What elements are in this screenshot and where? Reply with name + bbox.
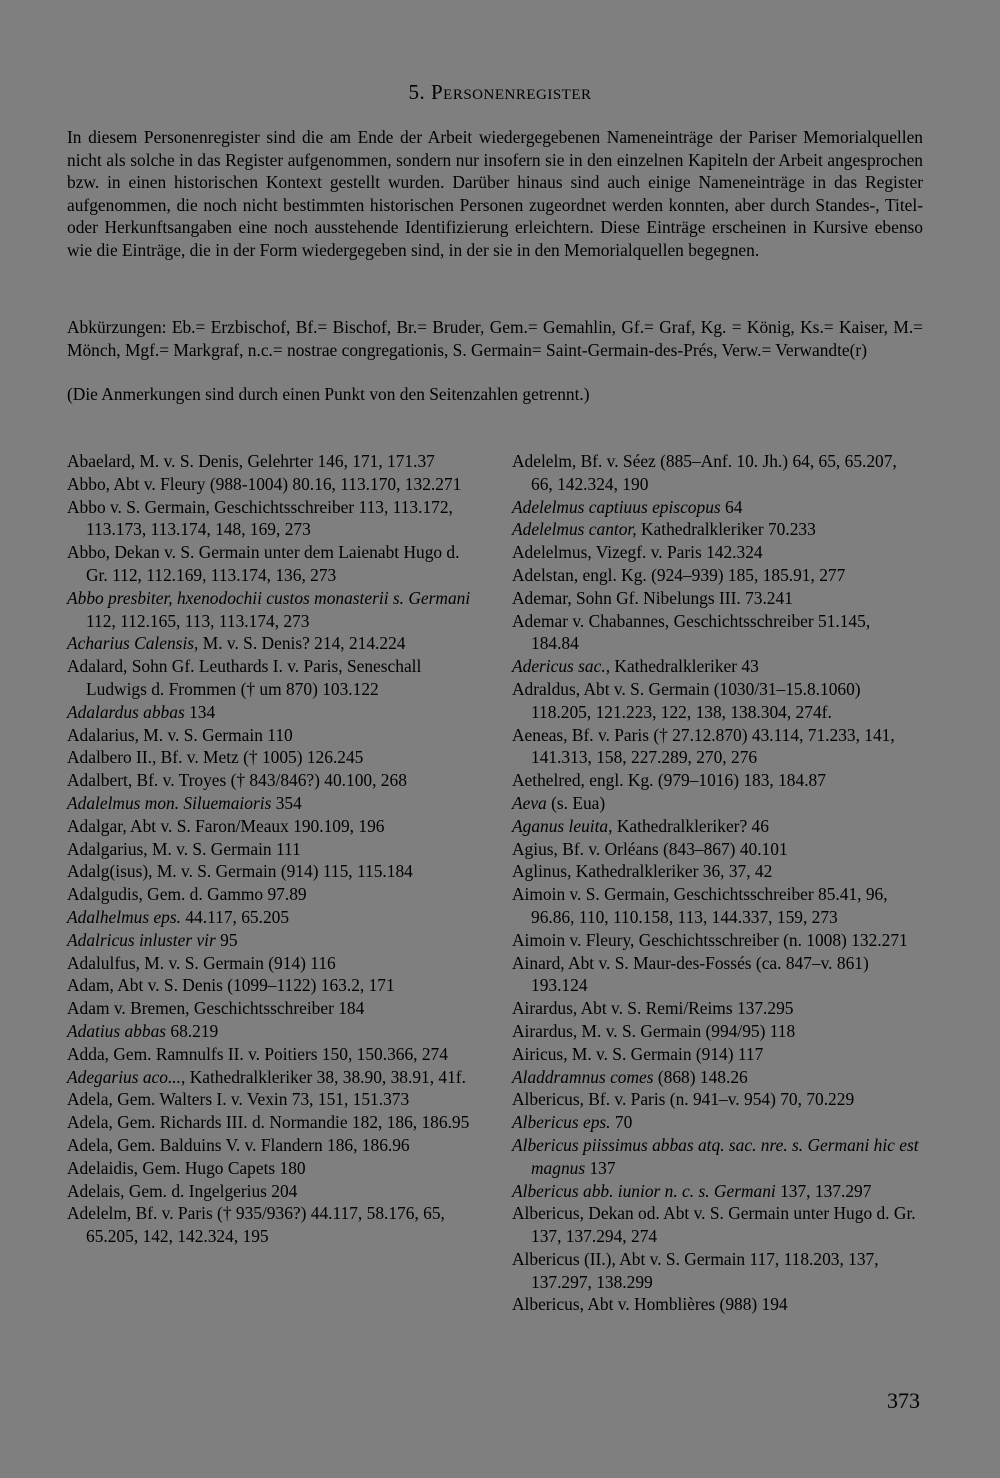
index-entry: [512, 1180, 922, 1203]
index-entry-text: Aeneas, Bf. v. Paris († 27.12.870) 43.114, 71.233, 141, 141.313, 158, 227.289, 270, 276: [512, 724, 895, 768]
index-entry-italic-name: Aladdramnus comes: [512, 1066, 654, 1087]
index-entry: [512, 724, 922, 770]
index-entry: [512, 1248, 922, 1294]
index-entry-italic-name: Adalhelmus eps.: [67, 906, 181, 927]
index-entry: [512, 883, 922, 929]
index-entry-text: Kathedralkleriker? 46: [612, 815, 769, 836]
index-entry: [67, 473, 477, 496]
index-entry: [67, 997, 477, 1020]
index-entry-text: Adda, Gem. Ramnulfs II. v. Poitiers 150, 150.366, 274: [67, 1043, 448, 1064]
index-entry: [67, 1043, 477, 1066]
abbreviations-paragraph: Abkürzungen: Eb.= Erzbischof, Bf.= Bischof, Br.= Bruder, Gem.= Gemahlin, Gf.= Graf, Kg. = König, Ks.= Kaiser, M.= Mönch, Mgf.= Markgraf, n.c.= nostrae congregationis, S. Germain= Saint-Germain-des-Prés, Verw.= Verwandte(r): [67, 317, 923, 360]
index-entry-text: Kathedralkleriker 43: [610, 656, 759, 677]
index-entry-italic-name: Aganus leuita,: [512, 815, 613, 836]
index-entry-text: Abbo, Abt v. Fleury (988-1004) 80.16, 113.170, 132.271: [67, 473, 462, 494]
index-entry: [512, 1134, 922, 1180]
index-entry-text: 68.219: [166, 1020, 219, 1041]
index-entry: [67, 496, 477, 542]
index-entry-italic-name: Aeva: [512, 792, 547, 813]
index-entry: [67, 860, 477, 883]
index-entry: [512, 929, 922, 952]
index-column-left: [67, 450, 477, 1248]
index-entry: [512, 997, 922, 1020]
index-entry-text: Aimoin v. S. Germain, Geschichtsschreiber 85.41, 96, 96.86, 110, 110.158, 113, 144.337, 159, 273: [512, 884, 888, 927]
index-entry-text: Adelaidis, Gem. Hugo Capets 180: [67, 1157, 306, 1178]
index-entry: [512, 1043, 922, 1066]
index-entry-italic-name: Acharius Calensis,: [67, 633, 199, 654]
index-entry-text: (s. Eua): [546, 792, 606, 813]
index-entry: [67, 815, 477, 838]
index-entry-italic-name: Adelelmus captiuus episcopus: [512, 496, 721, 517]
index-entry: [67, 906, 477, 929]
index-entry-text: 95: [215, 929, 238, 950]
index-entry: [512, 564, 922, 587]
index-entry: [512, 1066, 922, 1089]
index-entry-text: M. v. S. Denis? 214, 214.224: [198, 633, 406, 654]
index-entry: [512, 450, 922, 496]
index-entry: [512, 838, 922, 861]
index-entry-text: Adela, Gem. Richards III. d. Normandie 182, 186, 186.95: [67, 1112, 470, 1133]
index-entry-text: Adelais, Gem. d. Ingelgerius 204: [67, 1180, 298, 1201]
annotation-note: (Die Anmerkungen sind durch einen Punkt von den Seitenzahlen getrennt.): [67, 384, 590, 404]
index-entry-text: Ademar, Sohn Gf. Nibelungs III. 73.241: [512, 587, 793, 608]
index-entry: [67, 450, 477, 473]
index-entry: [67, 838, 477, 861]
index-entry: [67, 1020, 477, 1043]
index-entry-text: Abbo, Dekan v. S. Germain unter dem Laienabt Hugo d. Gr. 112, 112.169, 113.174, 136, 273: [67, 542, 460, 585]
index-entry: [67, 655, 477, 701]
index-entry-text: Abaelard, M. v. S. Denis, Gelehrter 146, 171, 171.37: [67, 451, 435, 471]
index-entry-text: 134: [184, 701, 216, 722]
index-entry: [67, 883, 477, 906]
index-column-right: [512, 450, 922, 1316]
index-entry-text: Albericus, Bf. v. Paris (n. 941–v. 954) 70, 70.229: [512, 1089, 855, 1110]
index-entry: [67, 769, 477, 792]
index-entry-text: Airardus, Abt v. S. Remi/Reims 137.295: [512, 998, 794, 1019]
index-entry: [512, 860, 922, 883]
index-entry-text: Adalard, Sohn Gf. Leuthards I. v. Paris, Seneschall Ludwigs d. Frommen († um 870) 103.122: [67, 656, 422, 699]
index-entry: [67, 1111, 477, 1134]
index-entry: [512, 1020, 922, 1043]
page-heading: 5. Personenregister: [408, 80, 592, 104]
index-entry: [512, 655, 922, 678]
index-entry-text: Aimoin v. Fleury, Geschichtsschreiber (n. 1008) 132.271: [512, 929, 908, 950]
index-entry-text: Kathedralkleriker 70.233: [636, 519, 816, 540]
index-entry: [67, 1134, 477, 1157]
index-entry-text: Agius, Bf. v. Orléans (843–867) 40.101: [512, 838, 788, 859]
index-entry-text: Adalulfus, M. v. S. Germain (914) 116: [67, 952, 336, 973]
index-entry-italic-name: Albericus abb. iunior n. c. s. Germani: [512, 1180, 776, 1201]
index-entry-text: Abbo v. S. Germain, Geschichtsschreiber 113, 113.172, 113.173, 113.174, 148, 169, 273: [67, 496, 453, 540]
index-entry-text: 354: [271, 792, 302, 813]
index-entry: [512, 952, 922, 998]
index-entry-text: 112, 112.165, 113, 113.174, 273: [86, 610, 310, 631]
index-entry: [512, 1293, 922, 1316]
index-entry-text: (868) 148.26: [653, 1066, 748, 1087]
index-entry-text: Adelelm, Bf. v. Paris († 935/936?) 44.117, 58.176, 65, 65.205, 142, 142.324, 195: [67, 1203, 445, 1247]
index-entry-text: 137, 137.297: [775, 1180, 872, 1201]
index-entry: [512, 1202, 922, 1248]
index-entry: [67, 701, 477, 724]
index-entry-text: Aglinus, Kathedralkleriker 36, 37, 42: [512, 861, 773, 882]
index-entry: [67, 724, 477, 747]
index-entry-text: Airardus, M. v. S. Germain (994/95) 118: [512, 1020, 796, 1041]
index-entry-text: Albericus (II.), Abt v. S. Germain 117, 118.203, 137, 137.297, 138.299: [512, 1248, 879, 1292]
index-entry-italic-name: Adalelmus mon. Siluemaioris: [67, 792, 272, 813]
index-entry-text: Aethelred, engl. Kg. (979–1016) 183, 184.87: [512, 770, 826, 791]
index-entry-text: Airicus, M. v. S. Germain (914) 117: [512, 1043, 764, 1064]
index-entry: [67, 1202, 477, 1248]
index-entry: [67, 1157, 477, 1180]
index-entry: [67, 929, 477, 952]
index-entry-text: Albericus, Abt v. Homblières (988) 194: [512, 1294, 788, 1315]
index-entry-text: Adalgar, Abt v. S. Faron/Meaux 190.109, 196: [67, 815, 385, 836]
page-number: 373: [887, 1388, 920, 1413]
index-entry: [67, 1066, 477, 1089]
index-entry-text: 137: [585, 1157, 616, 1178]
index-entry-text: Adalarius, M. v. S. Germain 110: [67, 724, 293, 745]
index-entry: [512, 792, 922, 815]
index-entry-text: 44.117, 65.205: [181, 906, 290, 927]
index-entry-italic-name: Adatius abbas: [67, 1020, 167, 1041]
index-entry-text: Adelelmus, Vizegf. v. Paris 142.324: [512, 542, 763, 563]
index-entry-text: 64: [720, 496, 743, 517]
index-entry: [512, 610, 922, 656]
index-entry: [67, 587, 477, 633]
index-entry-italic-name: Albericus eps.: [512, 1112, 611, 1133]
index-entry-italic-name: Adelelmus cantor,: [512, 519, 637, 540]
index-entry: [512, 587, 922, 610]
index-entry: [67, 1180, 477, 1203]
index-entry-text: Adela, Gem. Balduins V. v. Flandern 186, 186.96: [67, 1134, 410, 1155]
index-entry-text: Adalgudis, Gem. d. Gammo 97.89: [67, 884, 307, 905]
index-entry-text: Ainard, Abt v. S. Maur-des-Fossés (ca. 847–v. 861) 193.124: [512, 952, 869, 996]
index-entry: [512, 1088, 922, 1111]
index-entry-italic-name: Adalardus abbas: [67, 701, 185, 722]
index-entry-text: Albericus, Dekan od. Abt v. S. Germain unter Hugo d. Gr. 137, 137.294, 274: [512, 1203, 916, 1247]
index-entry: [512, 541, 922, 564]
index-entry-text: Adelstan, engl. Kg. (924–939) 185, 185.91, 277: [512, 564, 846, 585]
index-entry-text: Adraldus, Abt v. S. Germain (1030/31–15.8.1060) 118.205, 121.223, 122, 138, 138.304, 274f.: [512, 678, 861, 722]
index-entry: [512, 678, 922, 724]
index-entry-text: Adalbero II., Bf. v. Metz († 1005) 126.245: [67, 747, 364, 768]
index-entry-text: Adam v. Bremen, Geschichtsschreiber 184: [67, 998, 365, 1019]
index-entry: [67, 541, 477, 587]
index-entry: [512, 518, 922, 541]
index-entry-italic-name: Adegarius aco...,: [67, 1066, 186, 1087]
index-entry: [67, 632, 477, 655]
index-entry: [67, 746, 477, 769]
index-entry-text: Kathedralkleriker 38, 38.90, 38.91, 41f.: [185, 1066, 466, 1087]
index-entry: [512, 769, 922, 792]
index-entry-text: Adelelm, Bf. v. Séez (885–Anf. 10. Jh.) 64, 65, 65.207, 66, 142.324, 190: [512, 451, 897, 494]
index-entry-text: 70: [610, 1112, 633, 1133]
index-entry: [512, 496, 922, 519]
index-entry-italic-name: Adalricus inluster vir: [67, 929, 216, 950]
index-entry-text: Adalbert, Bf. v. Troyes († 843/846?) 40.100, 268: [67, 770, 407, 791]
index-entry-italic-name: Abbo presbiter, hxenodochii custos monasterii s. Germani: [67, 587, 471, 608]
index-entry-italic-name: Albericus piissimus abbas atq. sac. nre. s. Germani hic est magnus: [512, 1134, 919, 1178]
index-entry: [67, 952, 477, 975]
index-entry: [512, 815, 922, 838]
index-entry-text: Adalg(isus), M. v. S. Germain (914) 115, 115.184: [67, 861, 413, 882]
index-entry: [67, 1088, 477, 1111]
index-entry: [512, 1111, 922, 1134]
intro-paragraph: In diesem Personenregister sind die am Ende der Arbeit wiedergegebenen Nameneinträge der Pariser Memorialquellen nicht als solche in das Register aufgenommen, sondern nur insofern sie in den einzelnen Kapiteln der Arbeit angesprochen bzw. in einen historischen Kontext gestellt wurden. Darüber hinaus sind auch einige Nameneinträge in das Register aufgenommen, die noch nicht bestimmten historischen Personen zugeordnet werden konnten, aber durch Standes-, Titel- oder Herkunftsangaben eine noch ausstehende Identifizierung erleichtern. Diese Einträge erscheinen in Kursive ebenso wie die Einträge, die in der Form wiedergegeben sind, in der sie in den Memorialquellen begegnen.: [67, 127, 923, 260]
index-entry-text: Adam, Abt v. S. Denis (1099–1122) 163.2, 171: [67, 975, 395, 996]
index-entry-italic-name: Adericus sac.,: [512, 656, 611, 677]
index-entry-text: Adela, Gem. Walters I. v. Vexin 73, 151, 151.373: [67, 1089, 410, 1110]
index-entry-text: Ademar v. Chabannes, Geschichtsschreiber 51.145, 184.84: [512, 610, 871, 654]
index-entry-text: Adalgarius, M. v. S. Germain 111: [67, 838, 301, 859]
index-entry: [67, 792, 477, 815]
index-entry: [67, 974, 477, 997]
